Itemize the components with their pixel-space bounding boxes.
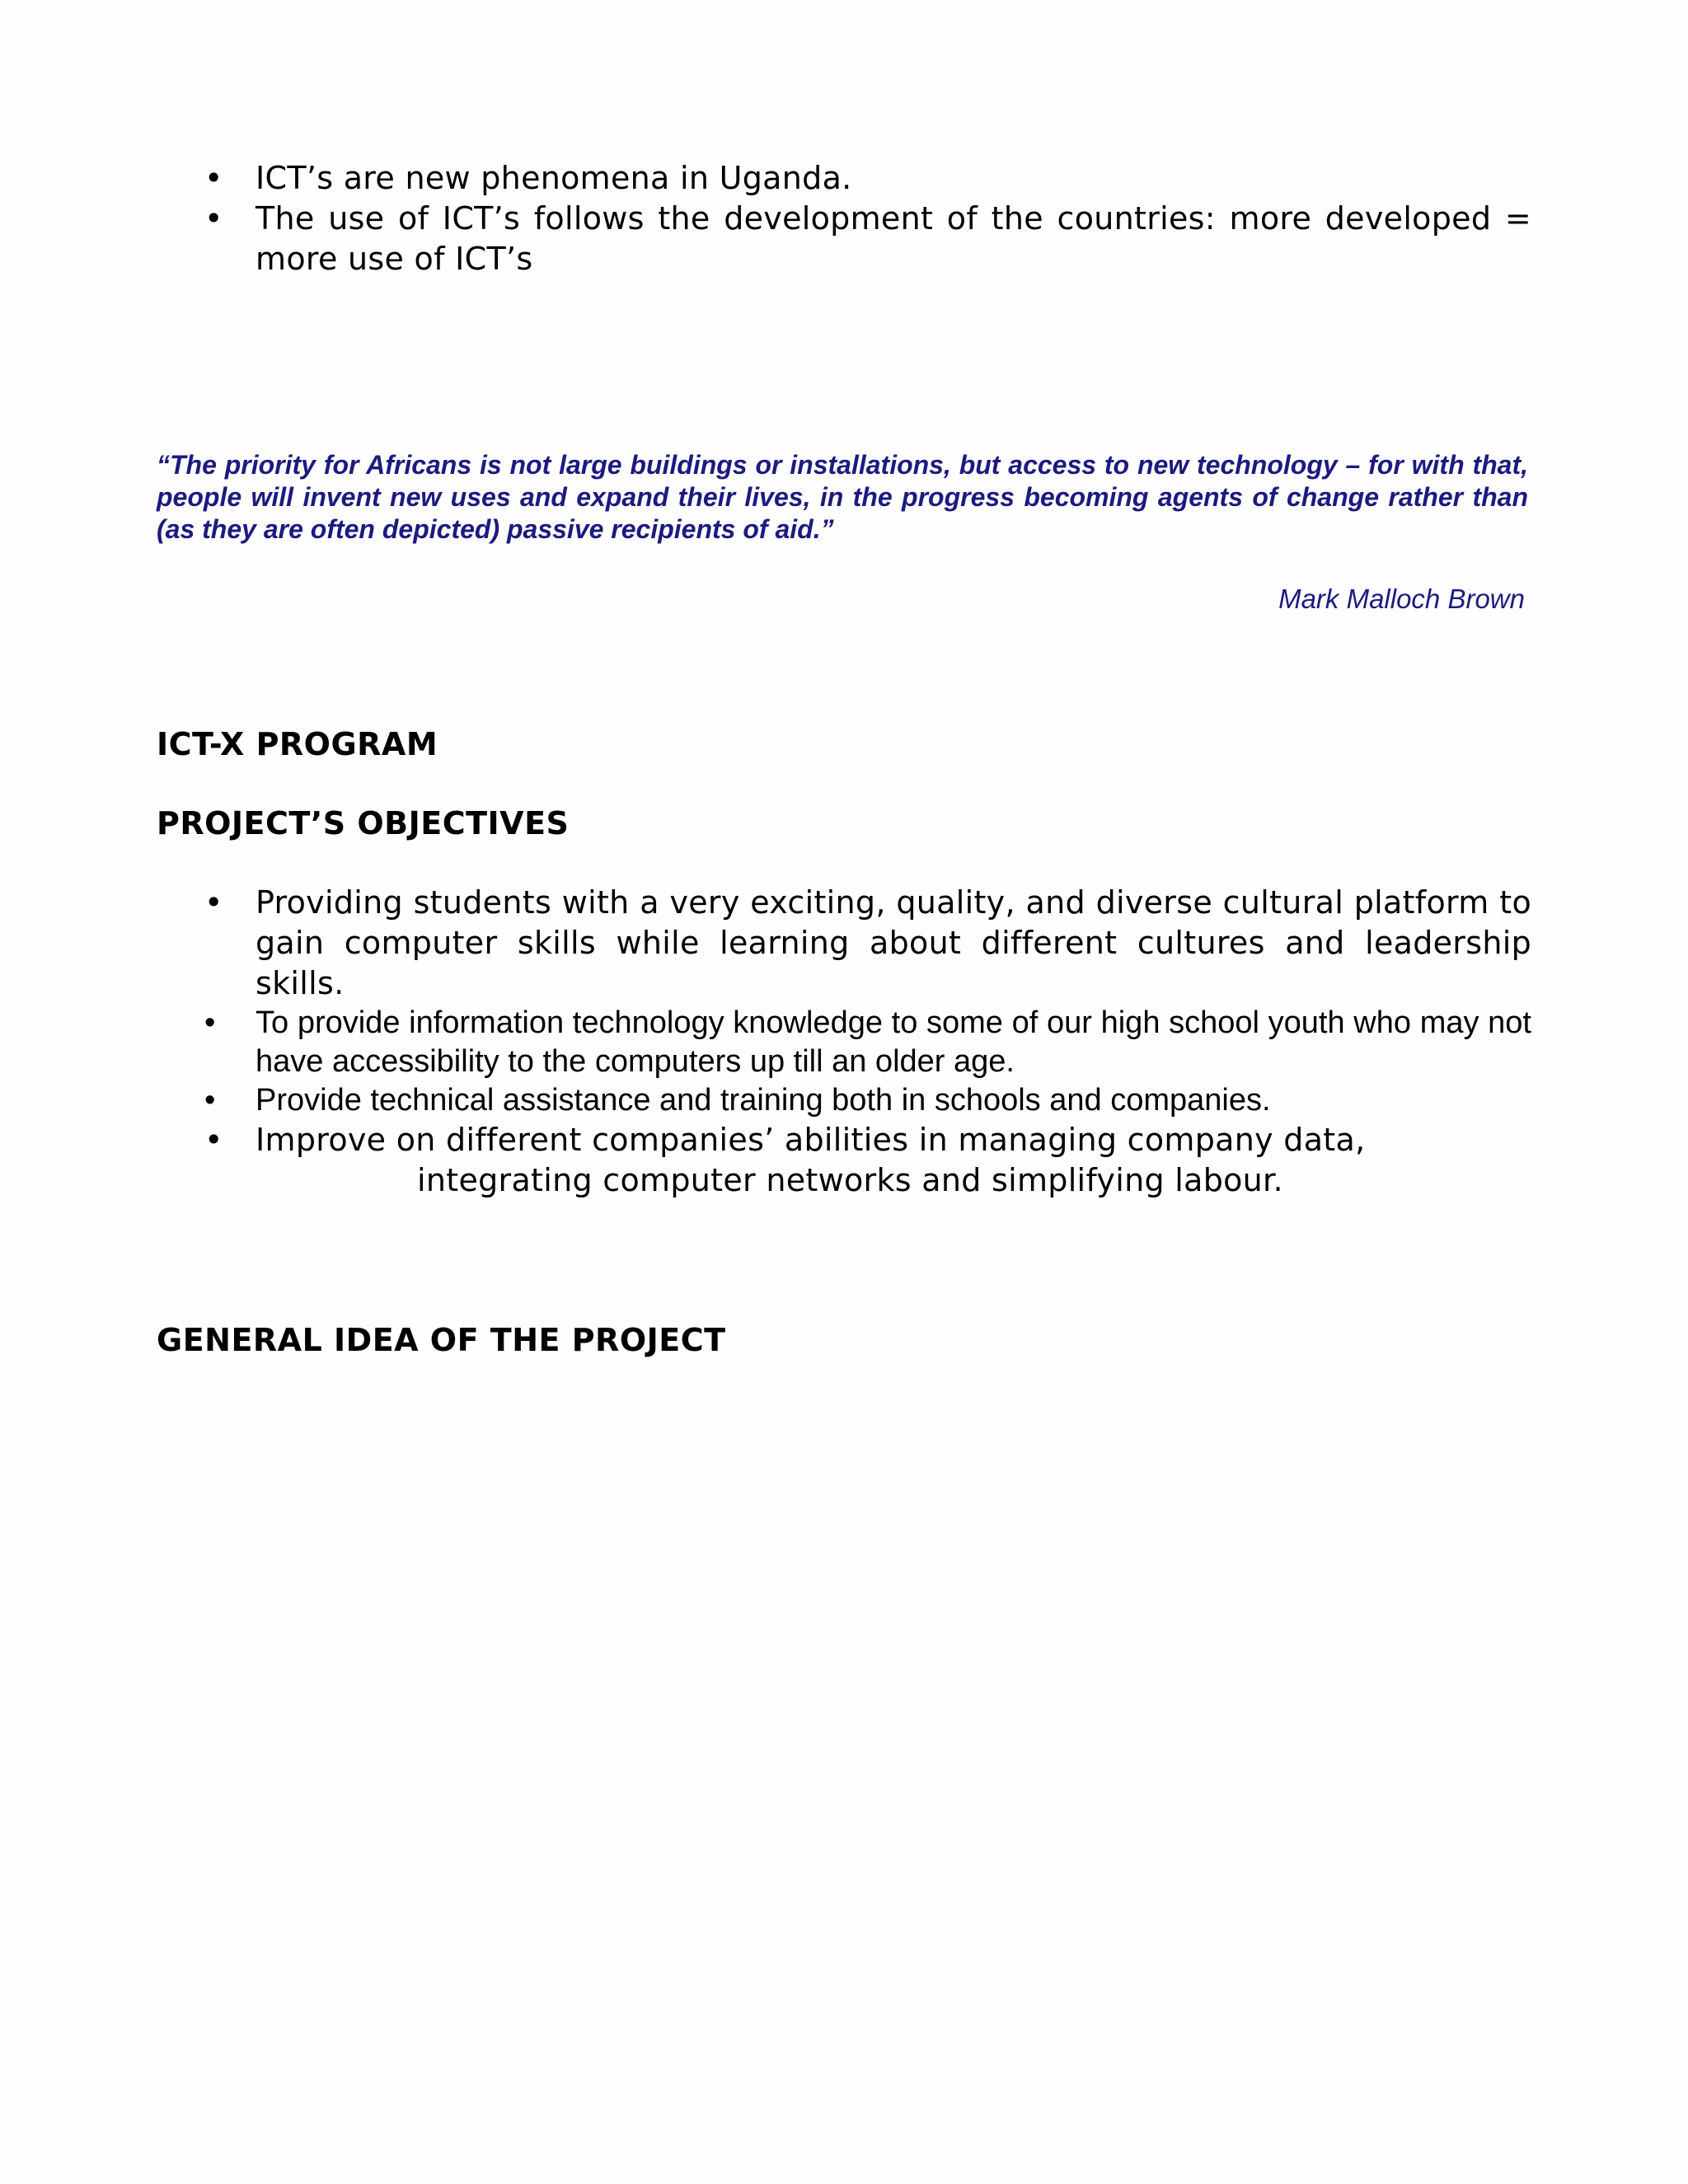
list-item bbox=[201, 1004, 1531, 1081]
list-item bbox=[201, 1081, 1531, 1120]
objectives-bullet-list bbox=[201, 883, 1531, 1201]
list-item-text: Improve on different companies’ abilities in managing company data, bbox=[256, 1122, 1366, 1158]
bullet-icon: • bbox=[204, 1005, 216, 1040]
intro-bullet-list bbox=[201, 158, 1531, 279]
bullet-icon: • bbox=[204, 200, 223, 237]
list-item bbox=[201, 199, 1531, 279]
bullet-icon: • bbox=[204, 1122, 223, 1158]
list-item-text-continuation: integrating computer networks and simplifying labour. bbox=[417, 1162, 1283, 1198]
quote-author: Mark Malloch Brown bbox=[1278, 583, 1525, 614]
list-item bbox=[201, 1120, 1531, 1201]
section-heading-objectives: PROJECT’S OBJECTIVES bbox=[157, 805, 570, 841]
list-item-text: To provide information technology knowledge to some of our high school youth who may not have accessibility to the computers up till an older age. bbox=[256, 1005, 1531, 1079]
quote-text: “The priority for Africans is not large buildings or installations, but access to new technology – for with that, people will invent new uses and expand their lives, in the progress becoming agents of change rather than (as they are often depicted) passive recipients of aid.” bbox=[157, 450, 1528, 544]
bullet-icon: • bbox=[204, 160, 223, 196]
list-item-text: ICT’s are new phenomena in Uganda. bbox=[256, 160, 852, 196]
section-heading-program: ICT-X PROGRAM bbox=[157, 726, 438, 762]
list-item bbox=[201, 883, 1531, 1004]
list-item-text: Providing students with a very exciting, quality, and diverse cultural platform to gain computer skills while learning about different cultures and leadership skills. bbox=[256, 884, 1531, 1001]
bullet-icon: • bbox=[204, 1083, 216, 1118]
list-item-text: The use of ICT’s follows the development of the countries: more developed = more use of ICT’s bbox=[256, 200, 1531, 277]
list-item bbox=[201, 158, 1531, 199]
bullet-icon: • bbox=[204, 884, 223, 921]
list-item-text: Provide technical assistance and training both in schools and companies. bbox=[256, 1083, 1271, 1118]
section-heading-general: GENERAL IDEA OF THE PROJECT bbox=[157, 1322, 726, 1358]
